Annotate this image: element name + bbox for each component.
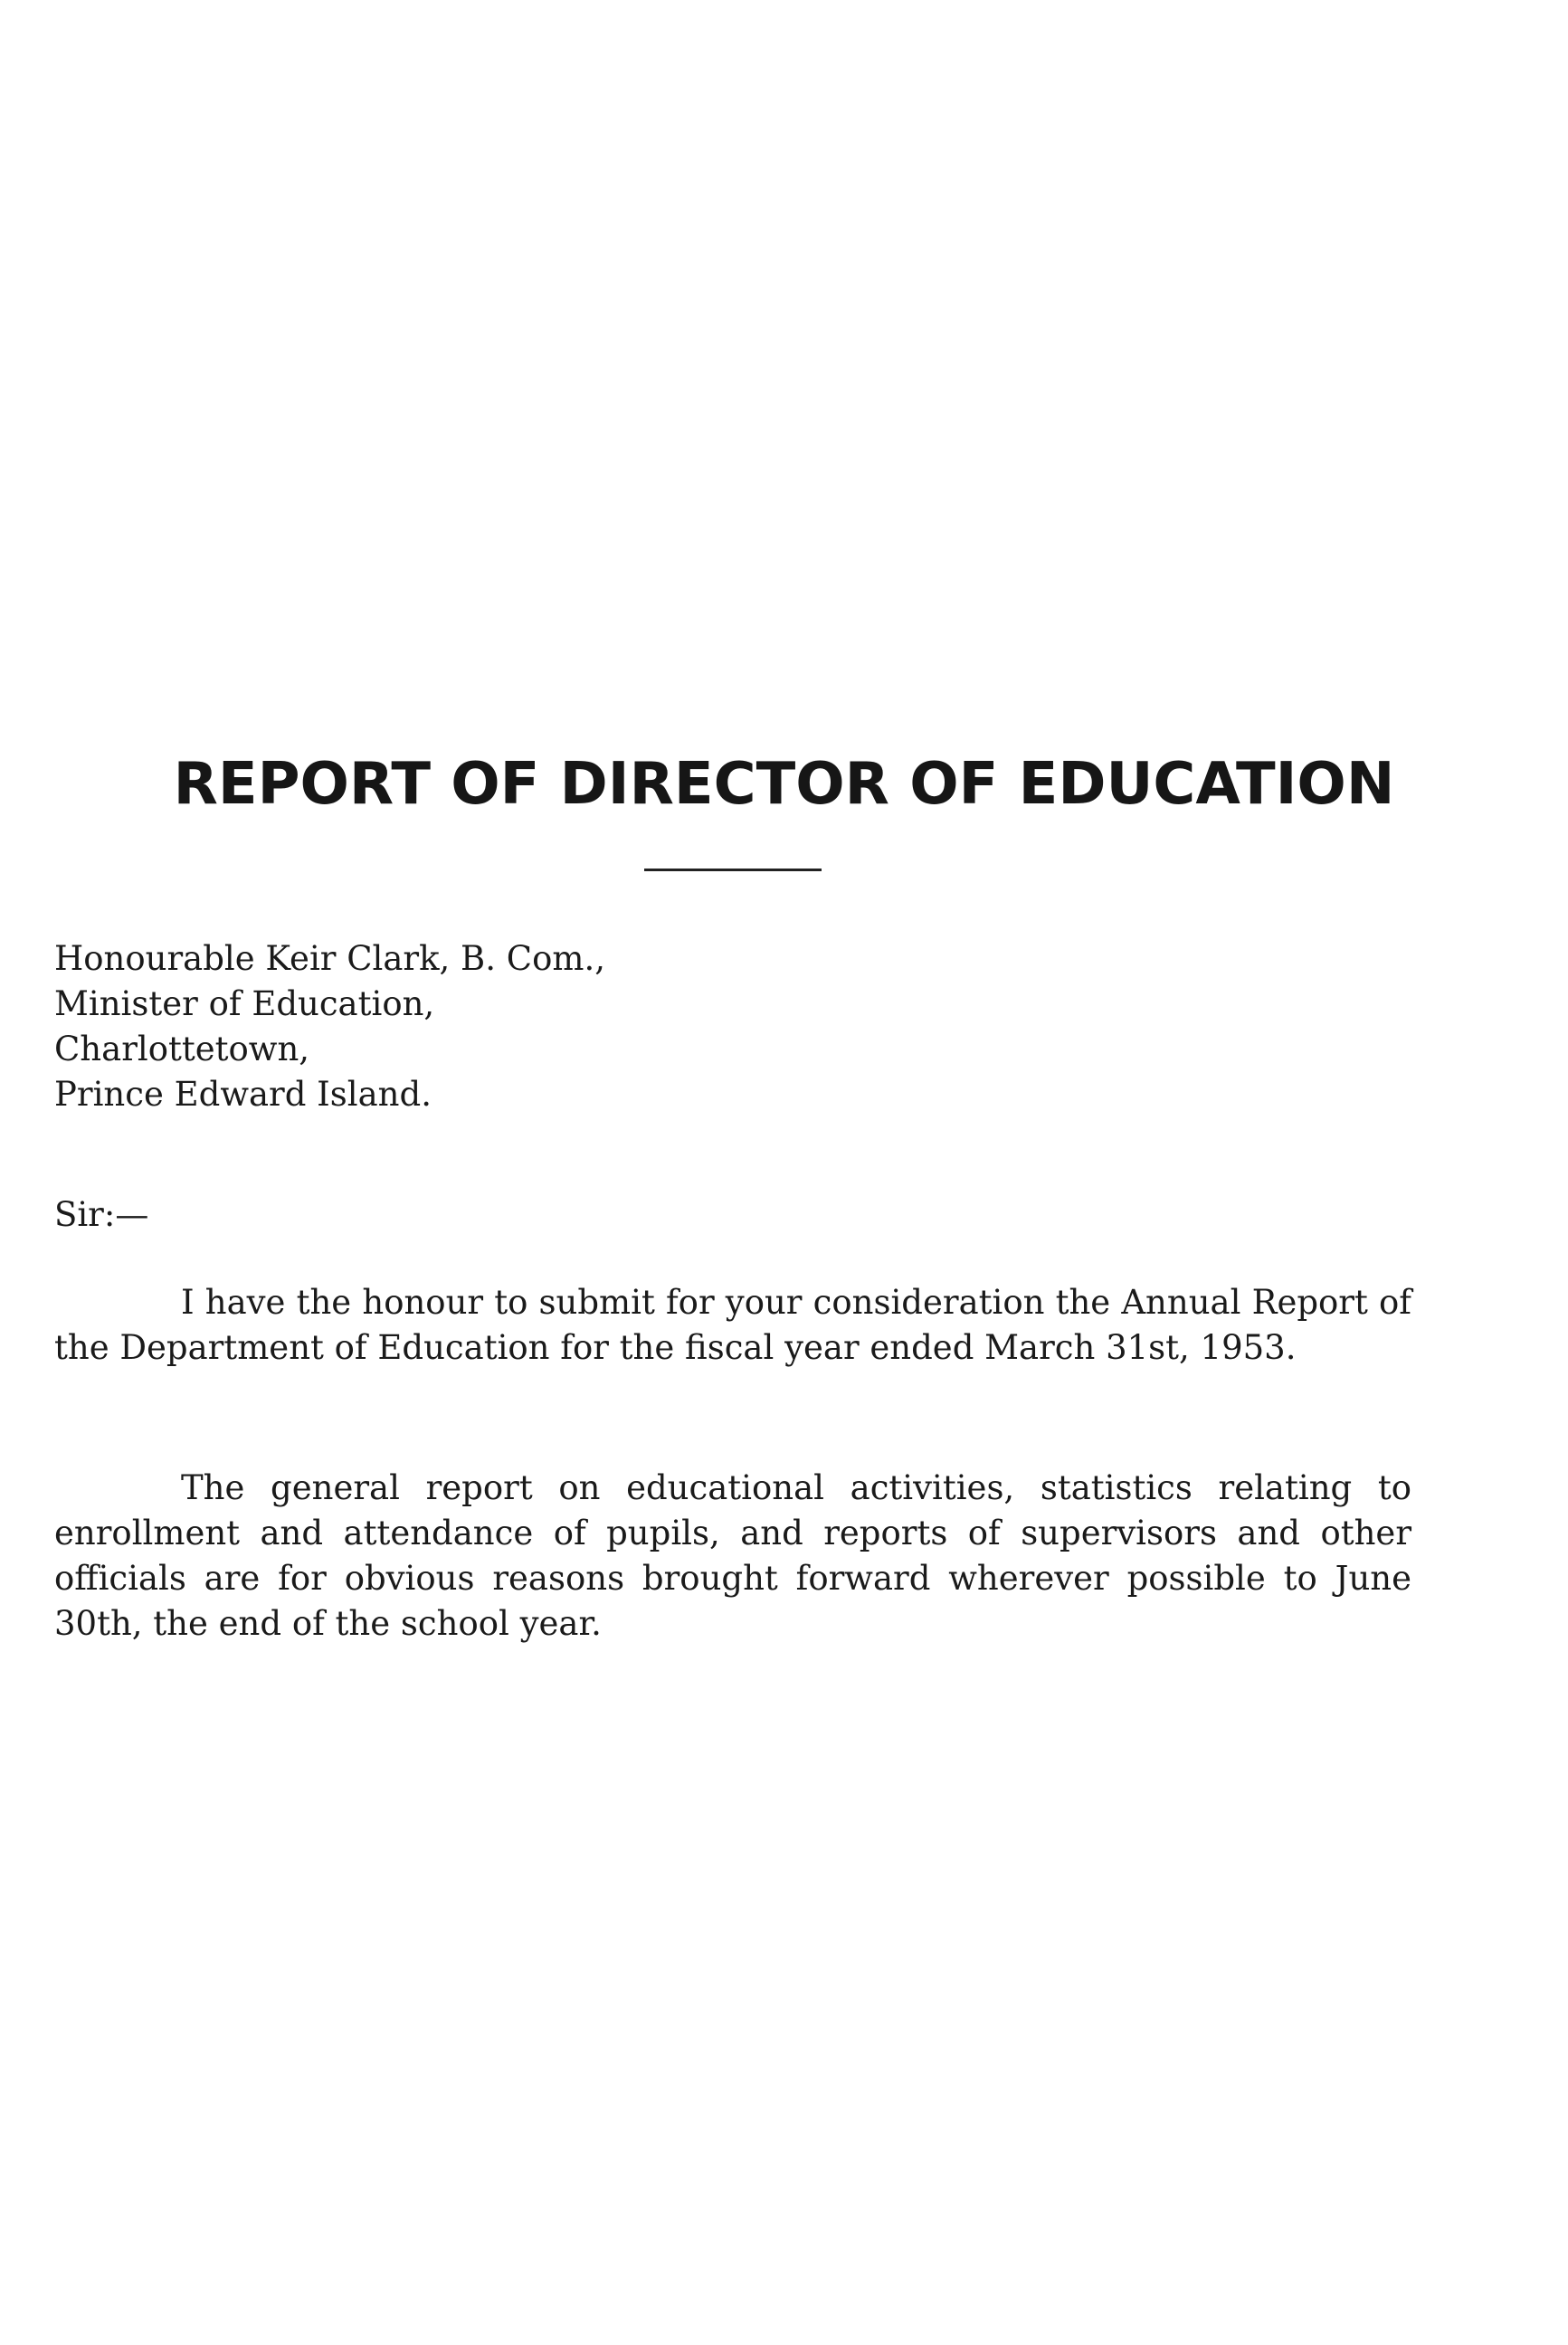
body-paragraph-1: I have the honour to submit for your consideration the Annual Report of the Department of Education for the fiscal year ended March 31st, 1953. xyxy=(54,1283,1411,1367)
addressee-block xyxy=(54,936,1502,1117)
salutation: Sir:— xyxy=(54,1195,149,1234)
addressee-line-position: Minister of Education, xyxy=(54,984,435,1023)
addressee-line-name: Honourable Keir Clark, B. Com., xyxy=(54,939,605,978)
title-divider xyxy=(644,869,822,871)
addressee-line-province: Prince Edward Island. xyxy=(54,1075,432,1114)
body-paragraph-2: The general report on educational activities, statistics relating to enrollment and attendance of pupils, and reports of supervisors and other officials are for obvious reasons brought forward wherever possible to June 30th, the end of the school year. xyxy=(54,1468,1411,1643)
addressee-line-city: Charlottetown, xyxy=(54,1030,310,1068)
report-title: REPORT OF DIRECTOR OF EDUCATION xyxy=(173,751,1395,818)
